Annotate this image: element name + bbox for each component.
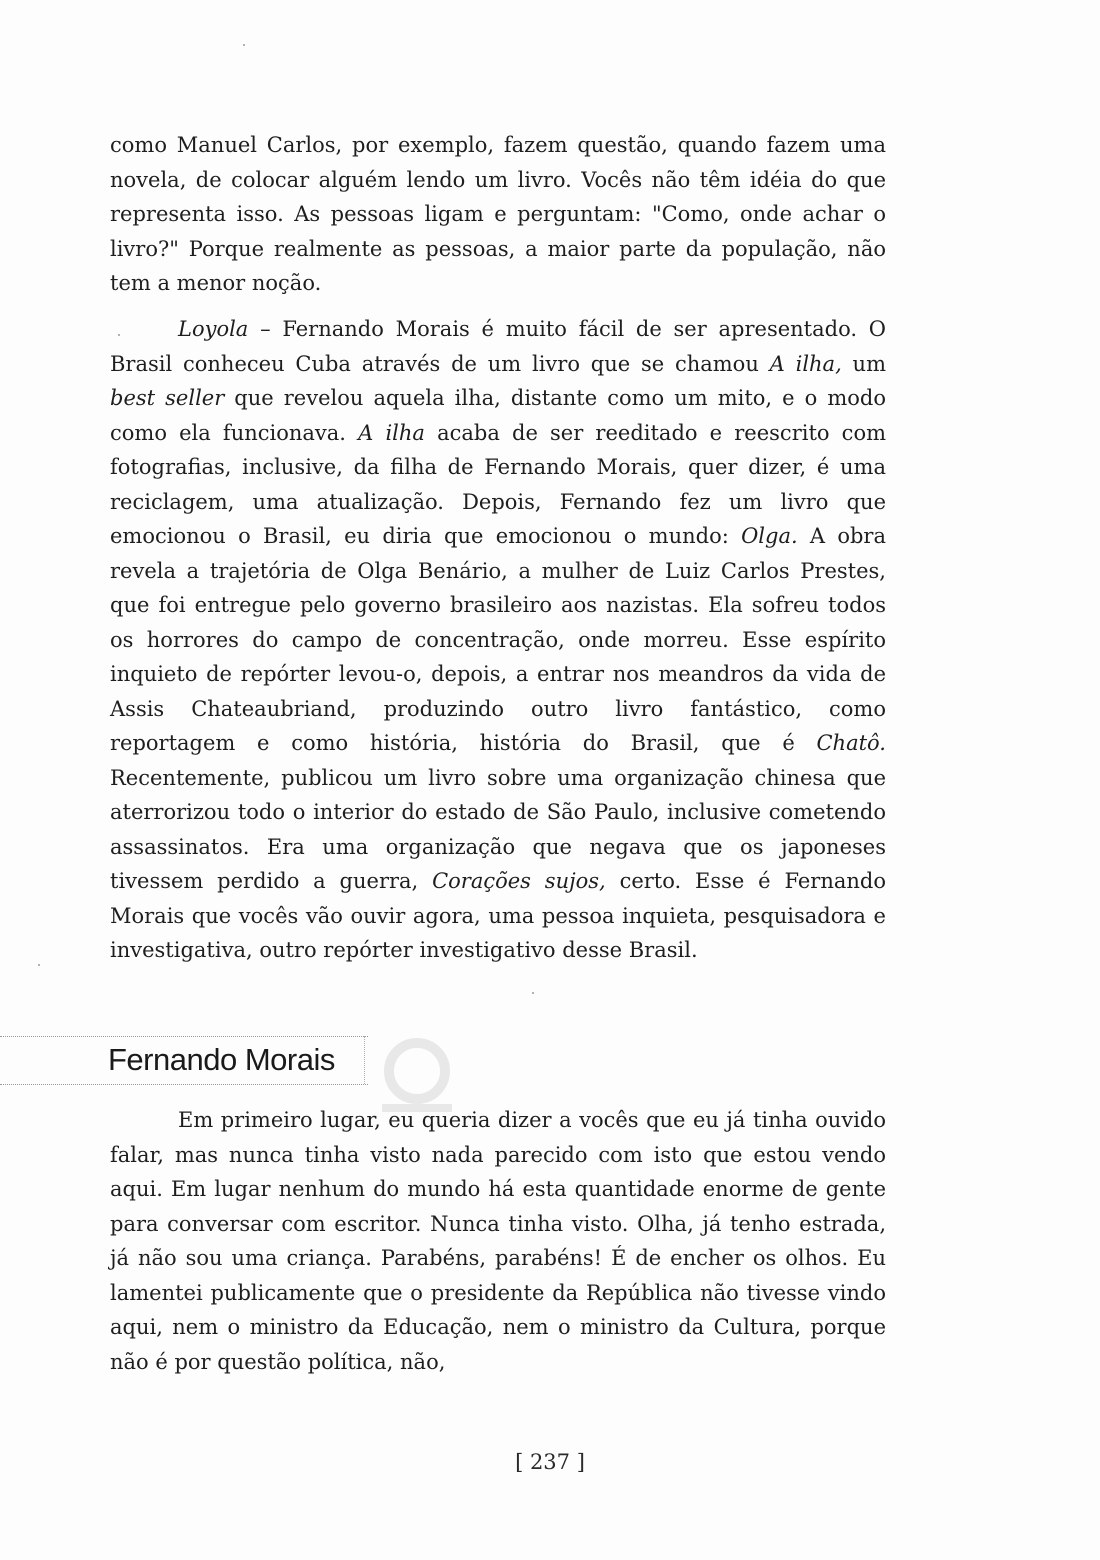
- speaker-name: Loyola: [178, 317, 249, 341]
- book-title: A ilha: [358, 420, 425, 445]
- book-title: Chatô.: [816, 731, 886, 755]
- book-title: A ilha,: [769, 351, 842, 376]
- book-title: Olga.: [741, 524, 798, 548]
- paragraph-text: [110, 312, 886, 968]
- italic-term: best seller: [110, 386, 225, 410]
- scan-speck: [532, 992, 534, 994]
- header-rule-top: [0, 1036, 368, 1037]
- page-number: [ 237 ]: [515, 1450, 585, 1474]
- text-run: um: [841, 351, 886, 376]
- paragraph-loyola: [110, 312, 886, 968]
- header-rule-bottom: [0, 1084, 368, 1085]
- paragraph-fernando: [110, 1103, 886, 1379]
- header-rule-side: [364, 1036, 365, 1084]
- scan-speck: [38, 964, 40, 966]
- text-run: que revelou aquela ilha, distante como um mito, e o modo como ela funcionava.: [110, 386, 886, 445]
- text-run: A obra revela a trajetória de Olga Benário, a mulher de Luiz Carlos Prestes, que foi entregue pelo governo brasileiro aos nazistas. Ela sofreu todos os horrores do campo de concentração, onde morreu. Esse espírito inquieto de repórter levou-o, depois, a entrar nos meandros da vida de Assis Chateaubriand, produzindo outro livro fantástico, como reportagem e como história, história do Brasil, que é: [110, 524, 886, 755]
- paragraph-text: Em primeiro lugar, eu queria dizer a vocês que eu já tinha ouvido falar, mas nunca tinha visto nada parecido com isto que estou vendo aqui. Em lugar nenhum do mundo há esta quantidade enorme de gente para conversar com escritor. Nunca tinha visto. Olha, já tenho estrada, já não sou uma criança. Parabéns, parabéns! É de encher os olhos. Eu lamentei publicamente que o presidente da República não tivesse vindo aqui, nem o ministro da Educação, nem o ministro da Cultura, porque não é por questão política, não,: [110, 1108, 886, 1374]
- section-title: Fernando Morais: [108, 1042, 335, 1077]
- paragraph-text: como Manuel Carlos, por exemplo, fazem questão, quando fazem uma novela, de colocar alguém lendo um livro. Vocês não têm idéia do que representa isso. As pessoas ligam e perguntam: "Como, onde achar o livro?" Porque realmente as pessoas, a maior parte da população, não tem a menor noção.: [110, 133, 886, 295]
- paragraph-continued: [110, 128, 886, 301]
- text-run: – Fernando Morais é muito fácil de ser apresentado. O Brasil conheceu Cuba através de um livro que se chamou: [110, 317, 886, 376]
- text-run: Recentemente, publicou um livro sobre uma organização chinesa que aterrorizou todo o interior do estado de São Paulo, inclusive cometendo assassinatos. Era uma organização que negava que os japoneses tivessem perdido a guerra,: [110, 765, 886, 893]
- text-run: acaba de ser reeditado e reescrito com fotografias, inclusive, da filha de Fernando Morais, quer dizer, é uma reciclagem, uma atualização. Depois, Fernando fez um livro que emocionou o Brasil, eu diria que emocionou o mundo:: [110, 420, 886, 548]
- book-title: Corações sujos,: [432, 869, 606, 893]
- scan-speck: [243, 44, 245, 46]
- text-run: certo. Esse é Fernando Morais que vocês vão ouvir agora, uma pessoa inquieta, pesquisadora e investigativa, outro repórter investigativo desse Brasil.: [110, 869, 886, 962]
